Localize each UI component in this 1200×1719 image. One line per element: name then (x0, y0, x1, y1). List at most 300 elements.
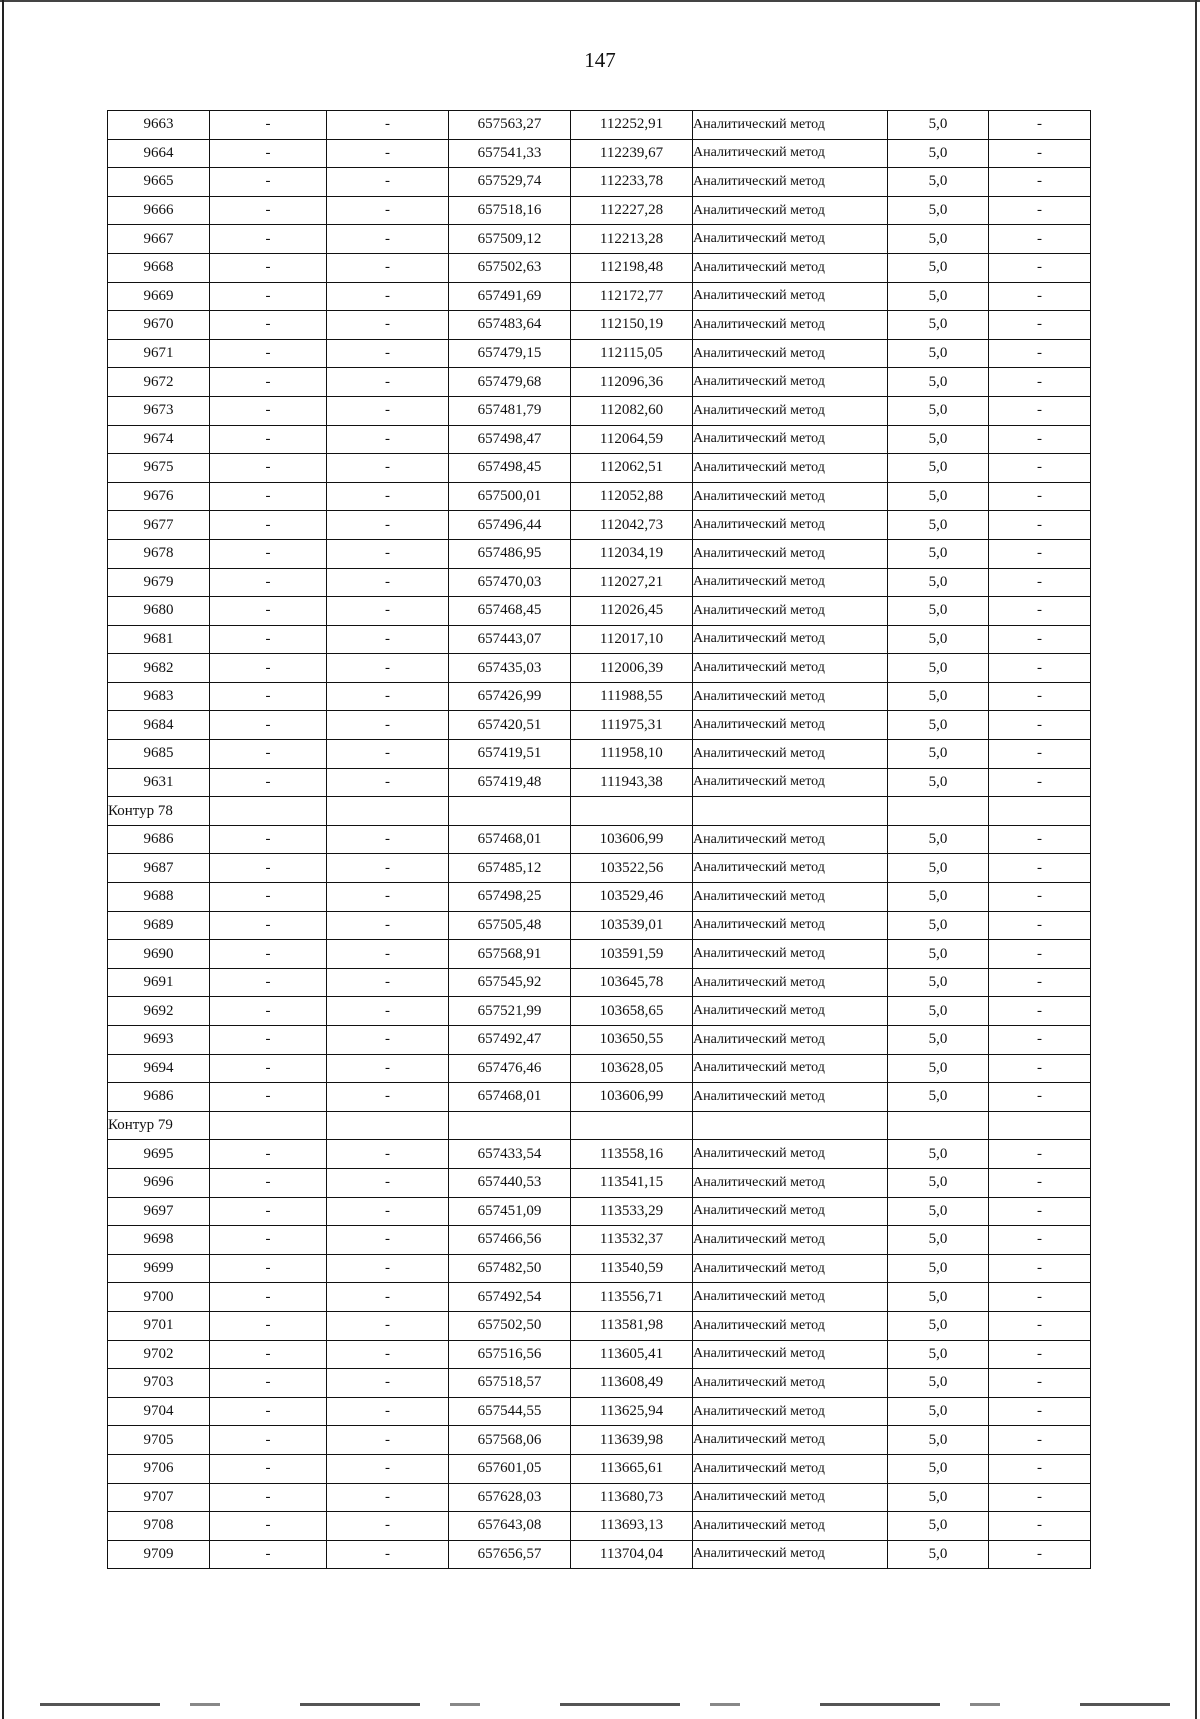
method-cell: Аналитический метод (693, 368, 888, 397)
x-coordinate-cell: 657521,99 (449, 997, 571, 1026)
empty-cell (449, 1111, 571, 1140)
accuracy-cell: 5,0 (888, 111, 989, 140)
empty-cell (571, 1111, 693, 1140)
table-row (108, 1026, 1091, 1055)
method-cell: Аналитический метод (693, 1140, 888, 1169)
dash-cell: - (210, 1454, 327, 1483)
table-row (108, 1483, 1091, 1512)
x-coordinate-cell: 657466,56 (449, 1226, 571, 1255)
method-cell: Аналитический метод (693, 168, 888, 197)
table-row (108, 225, 1091, 254)
table-row (108, 968, 1091, 997)
accuracy-cell: 5,0 (888, 654, 989, 683)
point-number-cell: 9693 (108, 1026, 210, 1055)
method-cell: Аналитический метод (693, 654, 888, 683)
dash-cell: - (210, 425, 327, 454)
table-row (108, 168, 1091, 197)
y-coordinate-cell: 103539,01 (571, 911, 693, 940)
dash-cell: - (327, 425, 449, 454)
y-coordinate-cell: 103591,59 (571, 940, 693, 969)
method-cell: Аналитический метод (693, 511, 888, 540)
accuracy-cell: 5,0 (888, 711, 989, 740)
accuracy-cell: 5,0 (888, 568, 989, 597)
accuracy-cell: 5,0 (888, 1168, 989, 1197)
y-coordinate-cell: 111975,31 (571, 711, 693, 740)
x-coordinate-cell: 657491,69 (449, 282, 571, 311)
table-row (108, 682, 1091, 711)
dash-cell: - (327, 883, 449, 912)
method-cell: Аналитический метод (693, 1311, 888, 1340)
x-coordinate-cell: 657541,33 (449, 139, 571, 168)
dash-cell: - (989, 1054, 1091, 1083)
y-coordinate-cell: 112062,51 (571, 454, 693, 483)
dash-cell: - (989, 568, 1091, 597)
dash-cell: - (327, 1197, 449, 1226)
accuracy-cell: 5,0 (888, 825, 989, 854)
accuracy-cell: 5,0 (888, 1311, 989, 1340)
y-coordinate-cell: 113680,73 (571, 1483, 693, 1512)
table-row (108, 1283, 1091, 1312)
coordinates-table (107, 110, 1091, 1569)
accuracy-cell: 5,0 (888, 1454, 989, 1483)
table-row (108, 1426, 1091, 1455)
accuracy-cell: 5,0 (888, 1397, 989, 1426)
method-cell: Аналитический метод (693, 425, 888, 454)
dash-cell: - (989, 1283, 1091, 1312)
table-row (108, 625, 1091, 654)
method-cell: Аналитический метод (693, 1226, 888, 1255)
table-row (108, 597, 1091, 626)
x-coordinate-cell: 657426,99 (449, 682, 571, 711)
dash-cell: - (989, 740, 1091, 769)
point-number-cell: 9708 (108, 1512, 210, 1541)
table-row (108, 511, 1091, 540)
method-cell: Аналитический метод (693, 1168, 888, 1197)
method-cell: Аналитический метод (693, 1397, 888, 1426)
y-coordinate-cell: 112027,21 (571, 568, 693, 597)
dash-cell: - (327, 682, 449, 711)
dash-cell: - (989, 454, 1091, 483)
point-number-cell: 9703 (108, 1369, 210, 1398)
method-cell: Аналитический метод (693, 1483, 888, 1512)
y-coordinate-cell: 103650,55 (571, 1026, 693, 1055)
section-label: Контур 78 (108, 797, 210, 826)
dash-cell: - (989, 625, 1091, 654)
dash-cell: - (989, 1369, 1091, 1398)
method-cell: Аналитический метод (693, 625, 888, 654)
x-coordinate-cell: 657486,95 (449, 539, 571, 568)
dash-cell: - (210, 682, 327, 711)
dash-cell: - (989, 1397, 1091, 1426)
point-number-cell: 9692 (108, 997, 210, 1026)
y-coordinate-cell: 113558,16 (571, 1140, 693, 1169)
dash-cell: - (327, 597, 449, 626)
point-number-cell: 9663 (108, 111, 210, 140)
dash-cell: - (210, 168, 327, 197)
x-coordinate-cell: 657568,91 (449, 940, 571, 969)
empty-cell (571, 797, 693, 826)
x-coordinate-cell: 657563,27 (449, 111, 571, 140)
y-coordinate-cell: 103606,99 (571, 825, 693, 854)
dash-cell: - (989, 1083, 1091, 1112)
dash-cell: - (327, 1369, 449, 1398)
y-coordinate-cell: 113541,15 (571, 1168, 693, 1197)
dash-cell: - (327, 1083, 449, 1112)
accuracy-cell: 5,0 (888, 539, 989, 568)
accuracy-cell: 5,0 (888, 425, 989, 454)
x-coordinate-cell: 657509,12 (449, 225, 571, 254)
accuracy-cell: 5,0 (888, 940, 989, 969)
dash-cell: - (327, 1454, 449, 1483)
accuracy-cell: 5,0 (888, 997, 989, 1026)
method-cell: Аналитический метод (693, 196, 888, 225)
dash-cell: - (210, 597, 327, 626)
table-row (108, 854, 1091, 883)
point-number-cell: 9689 (108, 911, 210, 940)
y-coordinate-cell: 112096,36 (571, 368, 693, 397)
dash-cell: - (327, 854, 449, 883)
table-row (108, 1054, 1091, 1083)
x-coordinate-cell: 657601,05 (449, 1454, 571, 1483)
dash-cell: - (989, 1026, 1091, 1055)
method-cell: Аналитический метод (693, 396, 888, 425)
y-coordinate-cell: 103645,78 (571, 968, 693, 997)
dash-cell: - (327, 282, 449, 311)
dash-cell: - (210, 253, 327, 282)
table-row (108, 454, 1091, 483)
y-coordinate-cell: 113556,71 (571, 1283, 693, 1312)
dash-cell: - (989, 597, 1091, 626)
dash-cell: - (327, 139, 449, 168)
method-cell: Аналитический метод (693, 225, 888, 254)
y-coordinate-cell: 111988,55 (571, 682, 693, 711)
method-cell: Аналитический метод (693, 740, 888, 769)
method-cell: Аналитический метод (693, 854, 888, 883)
point-number-cell: 9670 (108, 311, 210, 340)
method-cell: Аналитический метод (693, 139, 888, 168)
dash-cell: - (210, 940, 327, 969)
method-cell: Аналитический метод (693, 825, 888, 854)
dash-cell: - (210, 625, 327, 654)
method-cell: Аналитический метод (693, 911, 888, 940)
method-cell: Аналитический метод (693, 454, 888, 483)
dash-cell: - (327, 1283, 449, 1312)
dash-cell: - (210, 1340, 327, 1369)
accuracy-cell: 5,0 (888, 339, 989, 368)
point-number-cell: 9681 (108, 625, 210, 654)
table-row (108, 1540, 1091, 1569)
x-coordinate-cell: 657485,12 (449, 854, 571, 883)
accuracy-cell: 5,0 (888, 253, 989, 282)
dash-cell: - (989, 225, 1091, 254)
dash-cell: - (989, 425, 1091, 454)
dash-cell: - (210, 311, 327, 340)
method-cell: Аналитический метод (693, 111, 888, 140)
y-coordinate-cell: 112026,45 (571, 597, 693, 626)
method-cell: Аналитический метод (693, 1426, 888, 1455)
dash-cell: - (327, 1397, 449, 1426)
accuracy-cell: 5,0 (888, 368, 989, 397)
y-coordinate-cell: 103658,65 (571, 997, 693, 1026)
point-number-cell: 9688 (108, 883, 210, 912)
x-coordinate-cell: 657483,64 (449, 311, 571, 340)
point-number-cell: 9690 (108, 940, 210, 969)
table-row (108, 1340, 1091, 1369)
point-number-cell: 9701 (108, 1311, 210, 1340)
y-coordinate-cell: 112034,19 (571, 539, 693, 568)
x-coordinate-cell: 657568,06 (449, 1426, 571, 1455)
table-row (108, 425, 1091, 454)
dash-cell: - (210, 196, 327, 225)
point-number-cell: 9697 (108, 1197, 210, 1226)
accuracy-cell: 5,0 (888, 196, 989, 225)
x-coordinate-cell: 657492,47 (449, 1026, 571, 1055)
dash-cell: - (327, 396, 449, 425)
dash-cell: - (989, 368, 1091, 397)
table-row (108, 1254, 1091, 1283)
x-coordinate-cell: 657500,01 (449, 482, 571, 511)
dash-cell: - (327, 968, 449, 997)
dash-cell: - (210, 396, 327, 425)
dash-cell: - (210, 1397, 327, 1426)
table-row (108, 482, 1091, 511)
accuracy-cell: 5,0 (888, 482, 989, 511)
y-coordinate-cell: 103529,46 (571, 883, 693, 912)
section-row (108, 797, 1091, 826)
method-cell: Аналитический метод (693, 1454, 888, 1483)
dash-cell: - (327, 1054, 449, 1083)
dash-cell: - (989, 883, 1091, 912)
dash-cell: - (989, 539, 1091, 568)
dash-cell: - (327, 196, 449, 225)
x-coordinate-cell: 657492,54 (449, 1283, 571, 1312)
method-cell: Аналитический метод (693, 1340, 888, 1369)
accuracy-cell: 5,0 (888, 396, 989, 425)
method-cell: Аналитический метод (693, 1512, 888, 1541)
dash-cell: - (210, 454, 327, 483)
dash-cell: - (210, 1512, 327, 1541)
point-number-cell: 9695 (108, 1140, 210, 1169)
x-coordinate-cell: 657545,92 (449, 968, 571, 997)
accuracy-cell: 5,0 (888, 1283, 989, 1312)
dash-cell: - (989, 1254, 1091, 1283)
method-cell: Аналитический метод (693, 768, 888, 797)
method-cell: Аналитический метод (693, 1083, 888, 1112)
point-number-cell: 9674 (108, 425, 210, 454)
table-row (108, 139, 1091, 168)
dash-cell: - (989, 111, 1091, 140)
dash-cell: - (210, 1283, 327, 1312)
point-number-cell: 9679 (108, 568, 210, 597)
method-cell: Аналитический метод (693, 597, 888, 626)
method-cell: Аналитический метод (693, 1369, 888, 1398)
accuracy-cell: 5,0 (888, 168, 989, 197)
dash-cell: - (327, 825, 449, 854)
method-cell: Аналитический метод (693, 1197, 888, 1226)
scan-right-edge (1195, 0, 1197, 1719)
table-row (108, 911, 1091, 940)
dash-cell: - (210, 883, 327, 912)
point-number-cell: 9631 (108, 768, 210, 797)
x-coordinate-cell: 657628,03 (449, 1483, 571, 1512)
table-row (108, 654, 1091, 683)
dash-cell: - (210, 740, 327, 769)
point-number-cell: 9709 (108, 1540, 210, 1569)
x-coordinate-cell: 657498,25 (449, 883, 571, 912)
dash-cell: - (327, 1540, 449, 1569)
dash-cell: - (327, 368, 449, 397)
y-coordinate-cell: 113533,29 (571, 1197, 693, 1226)
dash-cell: - (989, 654, 1091, 683)
dash-cell: - (989, 1226, 1091, 1255)
x-coordinate-cell: 657502,50 (449, 1311, 571, 1340)
x-coordinate-cell: 657451,09 (449, 1197, 571, 1226)
y-coordinate-cell: 113639,98 (571, 1426, 693, 1455)
dash-cell: - (989, 482, 1091, 511)
point-number-cell: 9664 (108, 139, 210, 168)
y-coordinate-cell: 112042,73 (571, 511, 693, 540)
x-coordinate-cell: 657518,57 (449, 1369, 571, 1398)
y-coordinate-cell: 103628,05 (571, 1054, 693, 1083)
y-coordinate-cell: 112006,39 (571, 654, 693, 683)
scan-bottom-artifact (40, 1703, 1170, 1706)
point-number-cell: 9707 (108, 1483, 210, 1512)
point-number-cell: 9706 (108, 1454, 210, 1483)
y-coordinate-cell: 113608,49 (571, 1369, 693, 1398)
method-cell: Аналитический метод (693, 253, 888, 282)
scan-top-edge (0, 0, 1200, 2)
dash-cell: - (210, 482, 327, 511)
dash-cell: - (327, 625, 449, 654)
dash-cell: - (989, 682, 1091, 711)
x-coordinate-cell: 657502,63 (449, 253, 571, 282)
y-coordinate-cell: 112172,77 (571, 282, 693, 311)
point-number-cell: 9694 (108, 1054, 210, 1083)
y-coordinate-cell: 113625,94 (571, 1397, 693, 1426)
y-coordinate-cell: 103606,99 (571, 1083, 693, 1112)
x-coordinate-cell: 657498,47 (449, 425, 571, 454)
dash-cell: - (210, 711, 327, 740)
accuracy-cell: 5,0 (888, 911, 989, 940)
dash-cell: - (989, 511, 1091, 540)
dash-cell: - (210, 1054, 327, 1083)
dash-cell: - (989, 1168, 1091, 1197)
method-cell: Аналитический метод (693, 1283, 888, 1312)
coordinates-table-body (108, 111, 1091, 1569)
x-coordinate-cell: 657468,01 (449, 1083, 571, 1112)
dash-cell: - (989, 854, 1091, 883)
point-number-cell: 9696 (108, 1168, 210, 1197)
dash-cell: - (210, 511, 327, 540)
point-number-cell: 9675 (108, 454, 210, 483)
accuracy-cell: 5,0 (888, 625, 989, 654)
accuracy-cell: 5,0 (888, 139, 989, 168)
dash-cell: - (327, 768, 449, 797)
point-number-cell: 9667 (108, 225, 210, 254)
table-row (108, 396, 1091, 425)
y-coordinate-cell: 112213,28 (571, 225, 693, 254)
table-row (108, 196, 1091, 225)
dash-cell: - (989, 1311, 1091, 1340)
y-coordinate-cell: 112017,10 (571, 625, 693, 654)
dash-cell: - (210, 854, 327, 883)
accuracy-cell: 5,0 (888, 1254, 989, 1283)
dash-cell: - (989, 1512, 1091, 1541)
dash-cell: - (989, 1540, 1091, 1569)
y-coordinate-cell: 112239,67 (571, 139, 693, 168)
method-cell: Аналитический метод (693, 1054, 888, 1083)
x-coordinate-cell: 657496,44 (449, 511, 571, 540)
point-number-cell: 9684 (108, 711, 210, 740)
point-number-cell: 9691 (108, 968, 210, 997)
section-row (108, 1111, 1091, 1140)
table-row (108, 311, 1091, 340)
dash-cell: - (327, 339, 449, 368)
accuracy-cell: 5,0 (888, 1054, 989, 1083)
table-row (108, 825, 1091, 854)
dash-cell: - (327, 740, 449, 769)
dash-cell: - (210, 997, 327, 1026)
table-row (108, 997, 1091, 1026)
accuracy-cell: 5,0 (888, 454, 989, 483)
empty-cell (210, 797, 327, 826)
dash-cell: - (327, 511, 449, 540)
table-row (108, 883, 1091, 912)
x-coordinate-cell: 657468,01 (449, 825, 571, 854)
x-coordinate-cell: 657419,51 (449, 740, 571, 769)
dash-cell: - (989, 1140, 1091, 1169)
x-coordinate-cell: 657476,46 (449, 1054, 571, 1083)
dash-cell: - (327, 1311, 449, 1340)
dash-cell: - (210, 968, 327, 997)
dash-cell: - (327, 1226, 449, 1255)
table-row (108, 282, 1091, 311)
dash-cell: - (210, 1083, 327, 1112)
accuracy-cell: 5,0 (888, 225, 989, 254)
point-number-cell: 9671 (108, 339, 210, 368)
dash-cell: - (210, 768, 327, 797)
empty-cell (693, 1111, 888, 1140)
dash-cell: - (327, 1168, 449, 1197)
x-coordinate-cell: 657479,15 (449, 339, 571, 368)
point-number-cell: 9704 (108, 1397, 210, 1426)
table-row (108, 1226, 1091, 1255)
dash-cell: - (989, 282, 1091, 311)
dash-cell: - (210, 911, 327, 940)
method-cell: Аналитический метод (693, 282, 888, 311)
y-coordinate-cell: 112227,28 (571, 196, 693, 225)
dash-cell: - (327, 1340, 449, 1369)
dash-cell: - (989, 1340, 1091, 1369)
empty-cell (888, 797, 989, 826)
accuracy-cell: 5,0 (888, 1226, 989, 1255)
y-coordinate-cell: 113665,61 (571, 1454, 693, 1483)
dash-cell: - (327, 253, 449, 282)
empty-cell (989, 797, 1091, 826)
table-row (108, 940, 1091, 969)
empty-cell (327, 797, 449, 826)
dash-cell: - (210, 282, 327, 311)
point-number-cell: 9702 (108, 1340, 210, 1369)
method-cell: Аналитический метод (693, 940, 888, 969)
point-number-cell: 9666 (108, 196, 210, 225)
y-coordinate-cell: 113704,04 (571, 1540, 693, 1569)
table-row (108, 768, 1091, 797)
dash-cell: - (327, 1426, 449, 1455)
accuracy-cell: 5,0 (888, 1140, 989, 1169)
x-coordinate-cell: 657518,16 (449, 196, 571, 225)
dash-cell: - (210, 1426, 327, 1455)
